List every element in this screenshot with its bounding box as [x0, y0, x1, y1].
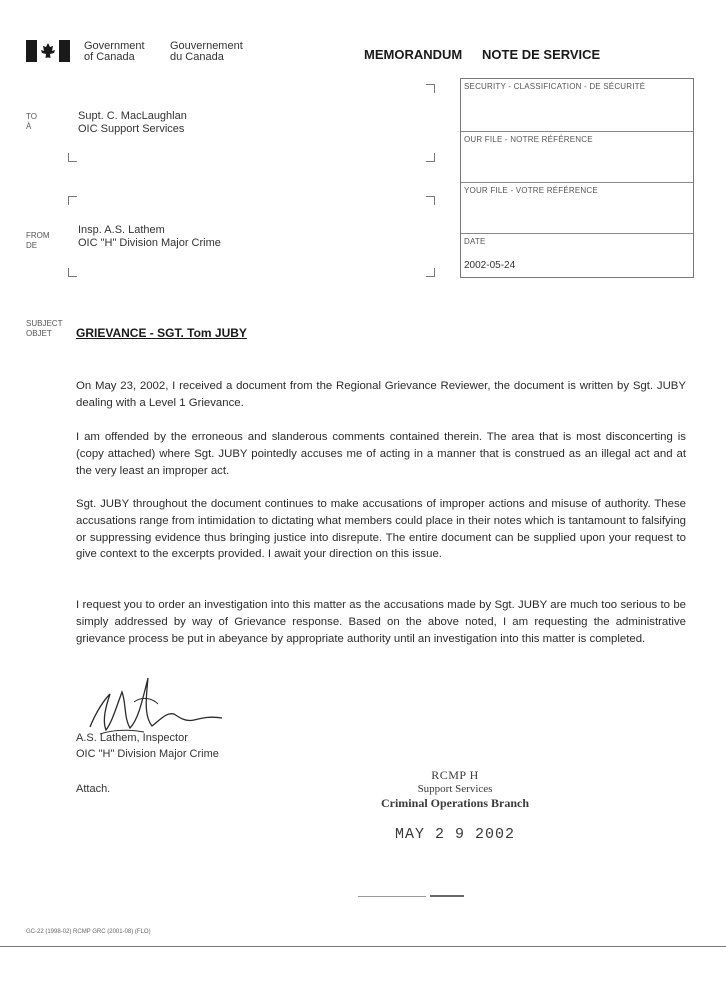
gov-en-line2: of Canada [84, 51, 135, 63]
body-paragraph-4: I request you to order an investigation into this matter as the accusations made by Sgt. JUBY are much too serious to be simply addressed by way of Grievance response. Based on the above noted, I am requesting the administrative grievance process be put in abeyance by appropriate authority until an investigation into this matter is completed. [76, 599, 686, 645]
page-bottom-rule [0, 946, 726, 947]
to-label [26, 112, 37, 132]
memorandum-title: MEMORANDUM [364, 47, 463, 62]
subject-label-fr: OBJET [26, 329, 52, 338]
to-address [78, 110, 187, 136]
from-address [78, 224, 221, 250]
corner-mark [426, 153, 435, 162]
scan-mark [358, 896, 426, 897]
stamp-line-1: RCMP H [431, 768, 479, 782]
body-paragraph-2: I am offended by the erroneous and slanderous comments contained therein. The area that is most disconcerting is (copy attached) where Sgt. JUBY pointedly accuses me of acting in a manner that is construed as an illegal act and at the very least an improper act. [76, 431, 686, 477]
subject-label-en: SUBJECT [26, 319, 63, 328]
corner-mark [426, 268, 435, 277]
signature-block [76, 730, 219, 762]
body-paragraph-3: Sgt. JUBY throughout the document continues to make accusations of improper actions and misuse of authority. These accusations range from intimidation to dictating what members could place in their notes which is tantamount to falsifying or suppressing evidence thus bringing justice into disrepute. The entire document can be supplied upon your request to give context to the excerpts provided. I await your direction on this issue. [76, 498, 686, 561]
from-label [26, 231, 50, 251]
note-de-service-title: NOTE DE SERVICE [482, 47, 601, 62]
signature-title: OIC "H" Division Major Crime [76, 748, 219, 760]
stamp-line-2: Support Services [417, 783, 493, 795]
from-title: OIC "H" Division Major Crime [78, 237, 221, 249]
ref-divider [461, 182, 693, 183]
stamp-date: MAY 2 9 2002 [394, 826, 516, 843]
attach-note: Attach. [76, 783, 111, 795]
security-classification-label: SECURITY - CLASSIFICATION - DE SÉCURITÉ [464, 82, 646, 91]
to-title: OIC Support Services [78, 123, 185, 135]
subject-title: GRIEVANCE - SGT. Tom JUBY [76, 326, 247, 340]
to-name: Supt. C. MacLaughlan [78, 110, 187, 122]
corner-mark [68, 153, 77, 162]
gov-fr-line1: Gouvernement [170, 40, 243, 52]
subject-label [26, 319, 62, 339]
corner-mark [426, 84, 435, 93]
gov-fr-line2: du Canada [170, 51, 224, 63]
government-of-canada-fr [170, 41, 243, 63]
scan-mark [430, 895, 464, 897]
ref-divider [461, 233, 693, 234]
corner-mark [68, 268, 77, 277]
signature-name: A.S. Lathem, Inspector [76, 732, 188, 744]
to-label-en: TO [26, 112, 37, 121]
our-file-label: OUR FILE - NOTRE RÉFÉRENCE [464, 135, 593, 144]
to-label-fr: À [26, 122, 32, 131]
canada-flag-icon [26, 40, 70, 62]
from-label-en: FROM [26, 231, 50, 240]
reference-box [460, 78, 694, 278]
government-of-canada-en [84, 41, 145, 63]
ref-divider [461, 131, 693, 132]
received-stamp [370, 768, 540, 845]
your-file-label: YOUR FILE - VOTRE RÉFÉRENCE [464, 186, 598, 195]
gov-en-line1: Government [84, 40, 145, 52]
stamp-line-3: Criminal Operations Branch [380, 796, 529, 810]
from-name: Insp. A.S. Lathem [78, 224, 165, 236]
corner-mark [426, 196, 435, 205]
corner-mark [68, 196, 77, 205]
body-paragraph-1: On May 23, 2002, I received a document from the Regional Grievance Reviewer, the document is written by Sgt. JUBY dealing with a Level 1 Grievance. [76, 380, 686, 409]
date-value: 2002-05-24 [464, 260, 516, 271]
from-label-fr: DE [26, 241, 38, 250]
form-code: GC-22 (1998-02) RCMP GRC (2001-08) (FLO) [26, 929, 151, 935]
date-label: DATE [464, 237, 486, 246]
